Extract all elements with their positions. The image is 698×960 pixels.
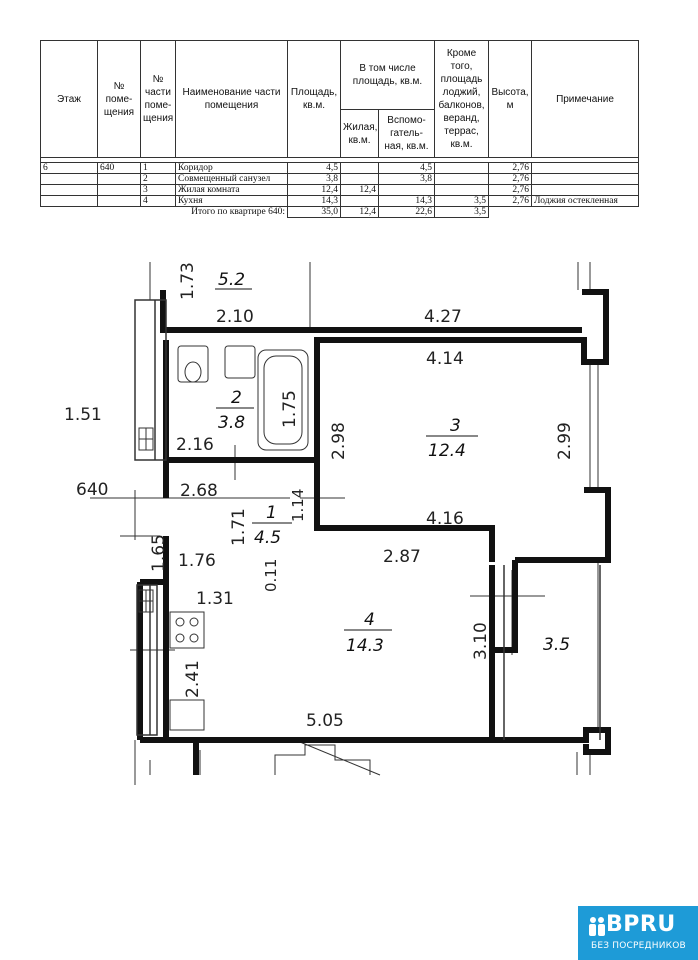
- cell-area: 12,4: [288, 185, 341, 196]
- cell-height: 2,76: [489, 174, 532, 185]
- cell-area: 4,5: [288, 163, 341, 174]
- dim-4-27: 4.27: [424, 307, 462, 327]
- dim-2-87: 2.87: [383, 547, 421, 567]
- cell-loggia: 3,5: [435, 196, 489, 207]
- dim-2-16: 2.16: [176, 435, 214, 455]
- dim-1-76: 1.76: [178, 551, 216, 571]
- cell-height: 2,76: [489, 196, 532, 207]
- room-2-area: 3.8: [218, 413, 246, 433]
- dim-5-05: 5.05: [306, 711, 344, 731]
- dim-1-14: 1.14: [289, 488, 307, 522]
- dim-2-98: 2.98: [329, 422, 349, 460]
- dim-1-51: 1.51: [64, 405, 102, 425]
- cell-name: Кухня: [176, 196, 288, 207]
- dim-1-75: 1.75: [280, 390, 300, 428]
- room-3-number: 3: [450, 416, 461, 436]
- room-3-area: 12.4: [428, 441, 466, 461]
- logo-tagline: БЕЗ ПОСРЕДНИКОВ: [591, 941, 686, 951]
- total-living: 12,4: [341, 207, 379, 218]
- dim-1-73: 1.73: [178, 262, 198, 300]
- dim-2-41: 2.41: [183, 660, 203, 698]
- dim-0-11: 0.11: [262, 558, 280, 592]
- col-note: Примечание: [532, 41, 639, 158]
- cell-note: Лоджия остекленная: [532, 196, 639, 207]
- cell-name: Жилая комната: [176, 185, 288, 196]
- dim-1-65: 1.65: [149, 534, 169, 572]
- outside-area: 5.2: [218, 270, 246, 290]
- cell-aux: 4,5: [379, 163, 435, 174]
- col-area: Площадь, кв.м.: [288, 41, 341, 158]
- dim-4-16: 4.16: [426, 509, 464, 529]
- col-part-no: № части поме-щения: [141, 41, 176, 158]
- cell-floor: 6: [41, 163, 98, 174]
- cell-area: 14,3: [288, 196, 341, 207]
- total-loggia: 3,5: [435, 207, 489, 218]
- cell-name: Совмещенный санузел: [176, 174, 288, 185]
- cell-aux: 14,3: [379, 196, 435, 207]
- cell-height: 2,76: [489, 185, 532, 196]
- col-living: Жилая, кв.м.: [341, 110, 379, 158]
- stairs: [200, 742, 380, 775]
- total-area: 35,0: [288, 207, 341, 218]
- dim-2-10: 2.10: [216, 307, 254, 327]
- bpru-logo[interactable]: [578, 906, 698, 960]
- dim-4-14: 4.14: [426, 349, 464, 369]
- col-incl-group: В том числе площадь, кв.м.: [341, 41, 435, 110]
- room-4-number: 4: [364, 610, 375, 630]
- col-height: Высота, м: [489, 41, 532, 158]
- walls: [140, 290, 608, 775]
- dim-2-99: 2.99: [555, 422, 575, 460]
- room-1-number: 1: [266, 503, 277, 523]
- col-floor: Этаж: [41, 41, 98, 158]
- cell-living: 12,4: [341, 185, 379, 196]
- people-icon: [588, 916, 606, 938]
- col-loggia: Кроме того, площадь лоджий, балконов, веранд, террас, кв.м.: [435, 41, 489, 158]
- room-1-area: 4.5: [254, 528, 282, 548]
- cell-part: 2: [141, 174, 176, 185]
- total-label: Итого по квартире 640:: [176, 207, 288, 218]
- dim-1-71: 1.71: [229, 508, 249, 546]
- room-4-area: 14.3: [346, 636, 384, 656]
- col-auxiliary: Вспомо-гатель-ная, кв.м.: [379, 110, 435, 158]
- cell-area: 3,8: [288, 174, 341, 185]
- cell-part: 1: [141, 163, 176, 174]
- col-premise-no: № поме-щения: [98, 41, 141, 158]
- cell-aux: 3,8: [379, 174, 435, 185]
- dim-1-31: 1.31: [196, 589, 234, 609]
- cell-premise: 640: [98, 163, 141, 174]
- outer-walls: [135, 300, 600, 740]
- logo-brand: BPRU: [606, 912, 676, 937]
- dim-3-10: 3.10: [471, 622, 491, 660]
- apartment-number: 640: [76, 480, 109, 500]
- total-aux: 22,6: [379, 207, 435, 218]
- cell-part: 4: [141, 196, 176, 207]
- cell-part: 3: [141, 185, 176, 196]
- loggia-area: 3.5: [543, 635, 571, 655]
- cell-height: 2,76: [489, 163, 532, 174]
- cell-name: Коридор: [176, 163, 288, 174]
- col-part-name: Наименование части помещения: [176, 41, 288, 158]
- dim-2-68: 2.68: [180, 481, 218, 501]
- room-2-number: 2: [231, 388, 242, 408]
